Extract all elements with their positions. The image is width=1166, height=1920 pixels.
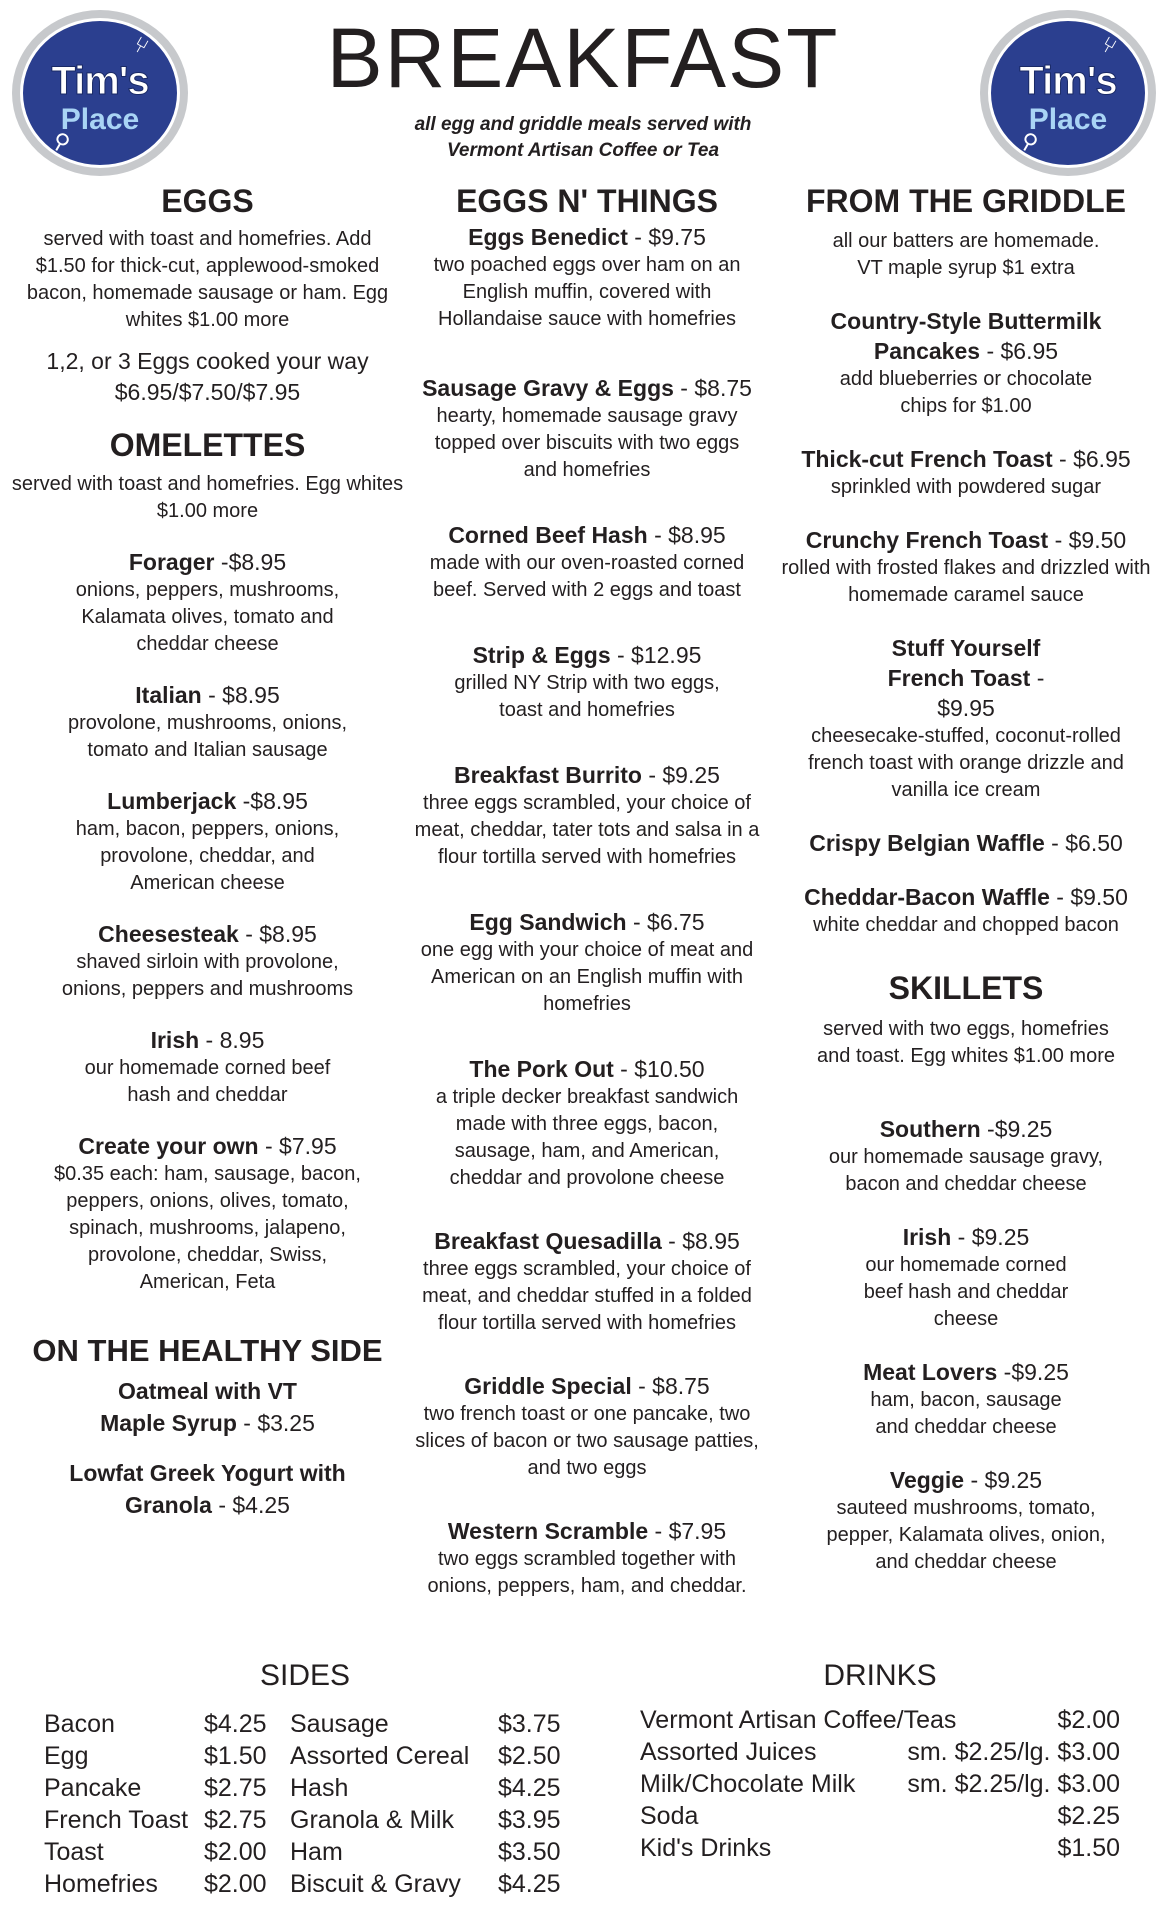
drinks-row — [640, 1704, 1120, 1736]
item-price: -$8.95 — [236, 787, 308, 814]
drink-price: sm. $2.25/lg. $3.00 — [907, 1738, 1120, 1766]
menu-item — [10, 1131, 405, 1296]
item-name: Irish — [902, 1223, 952, 1250]
item-description: shaved sirloin with provolone, onions, peppers and mushrooms — [61, 950, 354, 1000]
item-price: - 8.95 — [199, 1026, 265, 1053]
item-name: Create your own — [78, 1132, 259, 1159]
drinks-row — [640, 1768, 1120, 1800]
item-name: Lumberjack — [107, 787, 237, 814]
item-price: - $4.25 — [211, 1491, 290, 1518]
item-name: Breakfast Quesadilla — [434, 1228, 662, 1255]
item-name: Meat Lovers — [863, 1358, 998, 1385]
omelettes-description: served with toast and homefries. Egg whites $1.00 more — [11, 472, 404, 522]
side-price: $3.50 — [498, 1838, 561, 1866]
drink-name: Soda — [640, 1802, 699, 1830]
menu-item — [776, 1465, 1156, 1576]
eggs-description: served with toast and homefries. Add $1.50 for thick-cut, applewood-smoked bacon, homemade sausage or ham. Egg whites $1.00 more — [26, 228, 389, 332]
side-name: French Toast — [44, 1806, 189, 1834]
side-name: Egg — [44, 1742, 89, 1770]
column-griddle-skillets — [776, 182, 1156, 1576]
item-name: Cheddar-Bacon Waffle — [804, 884, 1050, 911]
section-heading-eggs: EGGS — [161, 183, 254, 219]
side-price: $1.50 — [204, 1742, 267, 1770]
item-price: - $9.25 — [641, 762, 720, 789]
item-description: cheesecake-stuffed, coconut-rolled french toast with orange drizzle and vanilla ice cream — [808, 725, 1124, 802]
item-name: Eggs Benedict — [468, 224, 628, 251]
item-price: - $6.75 — [626, 909, 705, 936]
item-name: The Pork Out — [469, 1056, 614, 1083]
item-description: sauteed mushrooms, tomato, pepper, Kalamata olives, onion, and cheddar cheese — [826, 1496, 1106, 1573]
section-heading-sides: SIDES — [259, 1659, 351, 1692]
menu-item — [776, 633, 1156, 804]
item-price: - $8.95 — [201, 681, 280, 708]
item-price: - $9.50 — [1049, 884, 1128, 911]
item-price: - $8.95 — [647, 522, 726, 549]
drink-price: $2.00 — [1057, 1706, 1120, 1734]
menu-item — [776, 306, 1156, 420]
item-description: ham, bacon, peppers, onions, provolone, cheddar, and American cheese — [75, 817, 340, 894]
item-description: our homemade corned beef hash and cheddar cheese — [863, 1253, 1069, 1330]
side-price: $2.00 — [204, 1838, 267, 1866]
item-price: - $9.25 — [951, 1223, 1030, 1250]
menu-item — [398, 640, 776, 724]
item-name: Egg Sandwich — [469, 909, 627, 936]
section-heading-omelettes: OMELETTES — [109, 427, 306, 464]
item-name: Lowfat Greek Yogurt with Granola — [69, 1459, 346, 1518]
sides-row — [44, 1772, 578, 1804]
item-name: Crispy Belgian Waffle — [809, 830, 1045, 857]
drink-price: $1.50 — [1057, 1834, 1120, 1862]
side-name: Toast — [44, 1838, 104, 1866]
subtitle-line: all egg and griddle meals served with — [414, 114, 752, 135]
item-name: Griddle Special — [464, 1373, 632, 1400]
column-eggs-n-things — [398, 182, 776, 1600]
section-heading-griddle: FROM THE GRIDDLE — [806, 183, 1126, 219]
item-name: Sausage Gravy & Eggs — [422, 375, 674, 402]
item-price: - $8.95 — [238, 920, 317, 947]
side-name: Granola & Milk — [290, 1806, 454, 1834]
item-name: Stuff Yourself French Toast — [887, 635, 1041, 692]
item-price: - $6.95 — [1052, 446, 1131, 473]
item-price: -$9.25 — [997, 1358, 1069, 1385]
drink-price: sm. $2.25/lg. $3.00 — [907, 1770, 1120, 1798]
item-description: onions, peppers, mushrooms, Kalamata olives, tomato and cheddar cheese — [75, 578, 340, 655]
menu-item — [10, 547, 405, 658]
item-description: hearty, homemade sausage gravy topped over biscuits with two eggs and homefries — [434, 405, 740, 482]
menu-item — [398, 373, 776, 484]
item-price: - $7.95 — [258, 1132, 337, 1159]
item-name: Crunchy French Toast — [805, 527, 1049, 554]
item-description: grilled NY Strip with two eggs, toast and homefries — [454, 672, 720, 722]
side-price: $2.75 — [204, 1774, 267, 1802]
section-heading-things: EGGS N' THINGS — [456, 183, 718, 219]
sides-row — [44, 1868, 578, 1900]
logo-right — [980, 10, 1156, 176]
item-name: Southern — [879, 1115, 981, 1142]
drink-name: Assorted Juices — [640, 1738, 817, 1766]
menu-item — [10, 919, 405, 1003]
side-name: Hash — [290, 1774, 349, 1802]
drinks-row — [640, 1800, 1120, 1832]
item-price: -$8.95 — [214, 548, 287, 575]
item-name: Irish — [150, 1026, 200, 1053]
menu-item — [10, 1375, 405, 1439]
side-name: Homefries — [44, 1870, 158, 1898]
item-price: - $6.95 — [980, 338, 1059, 365]
menu-item — [776, 828, 1156, 858]
item-description: two eggs scrambled together with onions, peppers, ham, and cheddar. — [427, 1548, 747, 1598]
menu-item — [10, 1457, 405, 1521]
spoon-icon: ⚲ — [48, 126, 75, 157]
side-price: $3.75 — [498, 1710, 561, 1738]
griddle-description: VT maple syrup $1 extra — [857, 257, 1075, 280]
sides-row — [44, 1804, 578, 1836]
side-name: Ham — [290, 1838, 343, 1866]
item-description: $0.35 each: ham, sausage, bacon, peppers, onions, olives, tomato, spinach, mushrooms, jalapeno, provolone, cheddar, Swiss, American, Feta — [54, 1162, 361, 1293]
side-price: $3.95 — [498, 1806, 561, 1834]
sides-row — [44, 1836, 578, 1868]
logo-left — [12, 10, 188, 176]
item-description: provolone, mushrooms, onions, tomato and Italian sausage — [67, 711, 348, 761]
eggs-cooked-line: 1,2, or 3 Eggs cooked your way — [46, 348, 369, 375]
side-price: $2.00 — [204, 1870, 267, 1898]
side-name: Bacon — [44, 1710, 115, 1738]
item-price: - $8.95 — [661, 1228, 740, 1255]
drinks-table — [640, 1704, 1120, 1864]
fork-icon: ⑂ — [1096, 31, 1121, 60]
spoon-icon: ⚲ — [1016, 126, 1043, 157]
item-price: - $9.75 — [627, 224, 706, 251]
side-name: Sausage — [290, 1710, 389, 1738]
menu-item — [776, 1222, 1156, 1333]
sides-table — [44, 1708, 578, 1900]
item-description: ham, bacon, sausage and cheddar cheese — [870, 1388, 1062, 1438]
item-name: Thick-cut French Toast — [801, 446, 1053, 473]
section-heading-drinks: DRINKS — [823, 1659, 937, 1692]
menu-item — [398, 1054, 776, 1192]
item-description: our homemade sausage gravy, bacon and cheddar cheese — [828, 1145, 1104, 1195]
item-description: three eggs scrambled, your choice of meat, cheddar, tater tots and salsa in a flour tortilla served with homefries — [414, 792, 760, 869]
menu-item — [776, 882, 1156, 939]
item-name: Breakfast Burrito — [454, 762, 642, 789]
logo-place: Place — [1028, 103, 1108, 136]
menu-item — [776, 525, 1156, 609]
side-price: $4.25 — [204, 1710, 267, 1738]
menu-item — [10, 1025, 405, 1109]
item-description: our homemade corned beef hash and cheddar — [84, 1056, 331, 1106]
menu-item — [776, 1357, 1156, 1441]
side-name: Assorted Cereal — [290, 1742, 470, 1770]
item-description: three eggs scrambled, your choice of meat, and cheddar stuffed in a folded flour tortilla served with homefries — [422, 1258, 752, 1335]
logo-name: Tim's — [1019, 59, 1117, 103]
menu-item — [398, 1516, 776, 1600]
page-title: BREAKFAST — [326, 11, 840, 105]
side-name: Pancake — [44, 1774, 142, 1802]
menu-item — [398, 1226, 776, 1337]
item-description: one egg with your choice of meat and American on an English muffin with homefries — [420, 939, 754, 1016]
item-price: - $8.75 — [673, 375, 752, 402]
side-price: $4.25 — [498, 1774, 561, 1802]
eggs-cooked-prices: $6.95/$7.50/$7.95 — [114, 379, 301, 406]
fork-icon: ⑂ — [128, 31, 153, 60]
item-name: Italian — [135, 681, 202, 708]
item-price: - $6.50 — [1044, 830, 1123, 857]
drink-name: Kid's Drinks — [640, 1834, 772, 1862]
item-name: Strip & Eggs — [472, 642, 611, 669]
side-price: $4.25 — [498, 1870, 561, 1898]
menu-item — [398, 520, 776, 604]
section-heading-healthy: ON THE HEALTHY SIDE — [32, 1332, 383, 1368]
item-name: Veggie — [889, 1466, 965, 1493]
menu-item — [776, 1114, 1156, 1198]
menu-item — [398, 907, 776, 1018]
sides-row — [44, 1740, 578, 1772]
item-price: - $9.25 — [964, 1466, 1043, 1493]
subtitle-line: Vermont Artisan Coffee or Tea — [446, 139, 720, 161]
item-description: two french toast or one pancake, two slices of bacon or two sausage patties, and two eggs — [415, 1403, 759, 1480]
item-description: a triple decker breakfast sandwich made with three eggs, bacon, sausage, ham, and American, cheddar and provolone cheese — [435, 1086, 739, 1190]
subtitle — [330, 112, 836, 163]
item-name: Cheesesteak — [98, 920, 239, 947]
griddle-description: all our batters are homemade. — [832, 230, 1100, 253]
side-price: $2.75 — [204, 1806, 267, 1834]
item-name: Corned Beef Hash — [448, 522, 648, 549]
logo-name: Tim's — [51, 59, 149, 103]
drink-price: $2.25 — [1057, 1802, 1120, 1830]
skillets-description: served with two eggs, homefries and toast. Egg whites $1.00 more — [817, 1017, 1115, 1067]
item-price: - $7.95 — [648, 1518, 727, 1545]
item-price: - $10.50 — [613, 1056, 705, 1083]
menu-item — [398, 760, 776, 871]
item-price: -$9.25 — [980, 1115, 1053, 1142]
column-eggs-omelettes — [10, 182, 405, 1521]
item-description: white cheddar and chopped bacon — [813, 914, 1119, 937]
item-price: - $9.95 — [937, 665, 1045, 722]
menu-item — [398, 222, 776, 333]
item-description: sprinkled with powdered sugar — [830, 476, 1102, 499]
item-description: add blueberries or chocolate chips for $1.00 — [839, 368, 1093, 418]
logo-place: Place — [60, 103, 140, 136]
section-heading-skillets: SKILLETS — [888, 970, 1044, 1007]
item-name: Oatmeal with VT Maple Syrup — [100, 1377, 297, 1436]
item-name: Western Scramble — [447, 1518, 649, 1545]
menu-item — [10, 680, 405, 764]
item-description: rolled with frosted flakes and drizzled with homemade caramel sauce — [781, 557, 1151, 607]
drink-name: Milk/Chocolate Milk — [640, 1770, 856, 1798]
side-name: Biscuit & Gravy — [290, 1870, 461, 1898]
menu-item — [398, 1371, 776, 1482]
item-price: - $8.75 — [631, 1373, 710, 1400]
item-name: Forager — [128, 548, 215, 575]
menu-item — [776, 444, 1156, 501]
item-description: two poached eggs over ham on an English muffin, covered with Hollandaise sauce with homefries — [433, 254, 741, 331]
item-name: Country-Style Buttermilk Pancakes — [830, 308, 1102, 365]
drink-name: Vermont Artisan Coffee/Teas — [640, 1706, 957, 1734]
drinks-row — [640, 1832, 1120, 1864]
sides-row — [44, 1708, 578, 1740]
item-price: - $3.25 — [236, 1409, 315, 1436]
menu-item — [10, 786, 405, 897]
side-price: $2.50 — [498, 1742, 561, 1770]
item-price: - $12.95 — [610, 642, 702, 669]
item-price: - $9.50 — [1048, 527, 1127, 554]
item-description: made with our oven-roasted corned beef. Served with 2 eggs and toast — [429, 552, 745, 602]
drinks-row — [640, 1736, 1120, 1768]
